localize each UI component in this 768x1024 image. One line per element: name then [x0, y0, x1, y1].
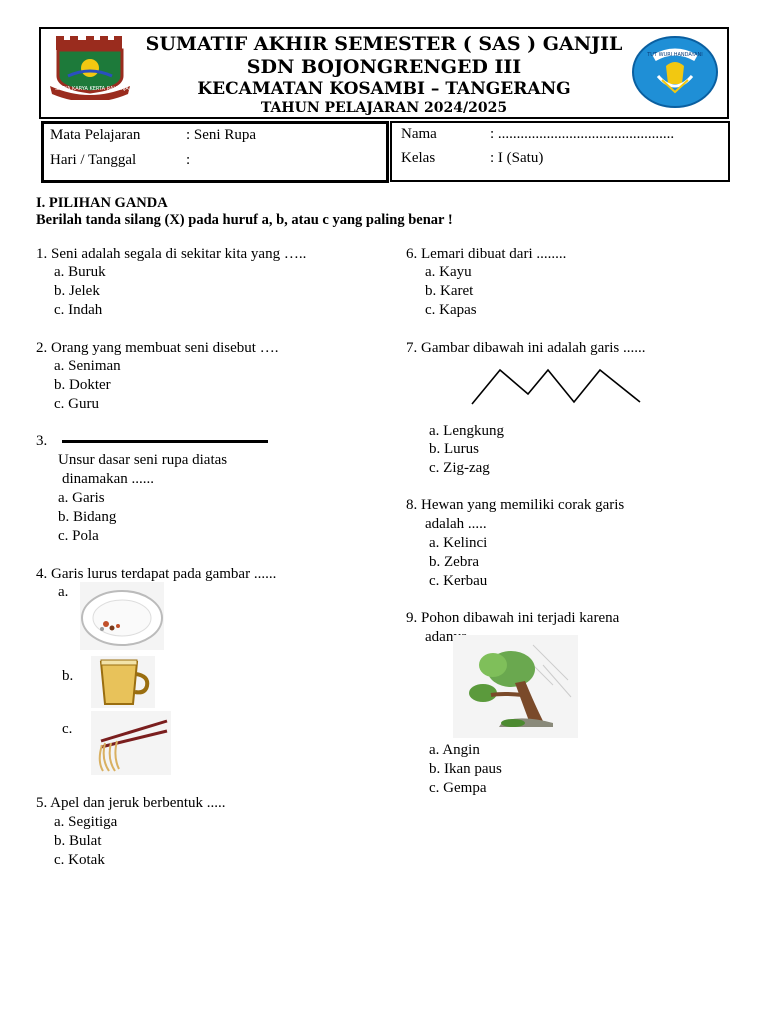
- question-3-option-a[interactable]: a. Garis: [58, 490, 105, 506]
- question-3-number: 3.: [36, 433, 48, 449]
- question-5-option-b[interactable]: b. Bulat: [54, 833, 102, 849]
- question-9-line1: 9. Pohon dibawah ini terjadi karena: [406, 610, 620, 626]
- question-8-option-c[interactable]: c. Kerbau: [429, 573, 488, 589]
- question-1-option-a[interactable]: a. Buruk: [54, 264, 106, 280]
- question-9-line2: adanya .....: [425, 629, 490, 645]
- school-name: SDN BOJONGRENGED III: [246, 56, 522, 78]
- question-5: 5. Apel dan jeruk berbentuk .....: [36, 795, 226, 811]
- question-8-line1: 8. Hewan yang memiliki corak garis: [406, 497, 625, 513]
- question-3-line2: dinamakan ......: [62, 471, 155, 487]
- question-3-option-b[interactable]: b. Bidang: [58, 509, 117, 525]
- question-3-line1: Unsur dasar seni rupa diatas: [58, 452, 228, 468]
- name-label: Nama: [401, 126, 437, 142]
- question-8-line2: adalah .....: [425, 516, 487, 532]
- question-2: 2. Orang yang membuat seni disebut ….: [36, 340, 279, 356]
- question-7-option-c[interactable]: c. Zig-zag: [429, 460, 490, 476]
- question-9-option-b[interactable]: b. Ikan paus: [429, 761, 502, 777]
- question-6: 6. Lemari dibuat dari ........: [406, 246, 567, 262]
- question-2-option-c[interactable]: c. Guru: [54, 396, 99, 412]
- school-district: KECAMATAN KOSAMBI – TANGERANG: [197, 79, 571, 99]
- question-4-option-b[interactable]: b.: [62, 668, 74, 684]
- question-5-option-c[interactable]: c. Kotak: [54, 852, 105, 868]
- question-1-option-b[interactable]: b. Jelek: [54, 283, 100, 299]
- zigzag-line-illustration: [470, 366, 646, 408]
- date-value: :: [186, 152, 191, 168]
- question-6-option-a[interactable]: a. Kayu: [425, 264, 472, 280]
- class-label: Kelas: [401, 150, 436, 166]
- question-9-option-a[interactable]: a. Angin: [429, 742, 480, 758]
- question-6-option-c[interactable]: c. Kapas: [425, 302, 477, 318]
- district-logo-motto: SATYA KARYA KERTA RAHARJA: [55, 86, 129, 92]
- question-2-option-b[interactable]: b. Dokter: [54, 377, 111, 393]
- subject-label: Mata Pelajaran: [50, 127, 141, 143]
- question-4-option-a[interactable]: a.: [58, 584, 69, 600]
- section-instruction: Berilah tanda silang (X) pada huruf a, b, atau c yang paling benar !: [36, 212, 453, 228]
- wind-tree-image: [453, 635, 578, 738]
- question-7-option-b[interactable]: b. Lurus: [429, 441, 479, 457]
- academic-year: TAHUN PELAJARAN 2024/2025: [260, 100, 508, 116]
- name-field[interactable]: : ...............................................: [490, 126, 675, 142]
- tut-wuri-logo-text: TUT WURI HANDAYANI: [647, 52, 703, 58]
- question-7-option-a[interactable]: a. Lengkung: [429, 423, 504, 439]
- question-6-option-b[interactable]: b. Karet: [425, 283, 474, 299]
- question-4-option-c[interactable]: c.: [62, 721, 73, 737]
- question-2-option-a[interactable]: a. Seniman: [54, 358, 121, 374]
- plate-image: [80, 582, 164, 650]
- question-9-option-c[interactable]: c. Gempa: [429, 780, 487, 796]
- subject-value: : Seni Rupa: [186, 127, 256, 143]
- question-8-option-a[interactable]: a. Kelinci: [429, 535, 488, 551]
- question-4: 4. Garis lurus terdapat pada gambar ......: [36, 566, 277, 582]
- straight-line-illustration: [62, 440, 268, 443]
- header-title: SUMATIF AKHIR SEMESTER ( SAS ) GANJIL: [145, 33, 623, 55]
- section-title: I. PILIHAN GANDA: [36, 195, 168, 211]
- question-8-option-b[interactable]: b. Zebra: [429, 554, 479, 570]
- chopsticks-noodles-image: [91, 711, 171, 775]
- question-5-option-a[interactable]: a. Segitiga: [54, 814, 118, 830]
- question-1-option-c[interactable]: c. Indah: [54, 302, 103, 318]
- class-value: : I (Satu): [490, 150, 544, 166]
- question-1: 1. Seni adalah segala di sekitar kita yang …..: [36, 246, 307, 262]
- question-7: 7. Gambar dibawah ini adalah garis ......: [406, 340, 646, 356]
- date-label: Hari / Tanggal: [50, 152, 137, 168]
- cup-image: [91, 656, 155, 708]
- question-3-option-c[interactable]: c. Pola: [58, 528, 99, 544]
